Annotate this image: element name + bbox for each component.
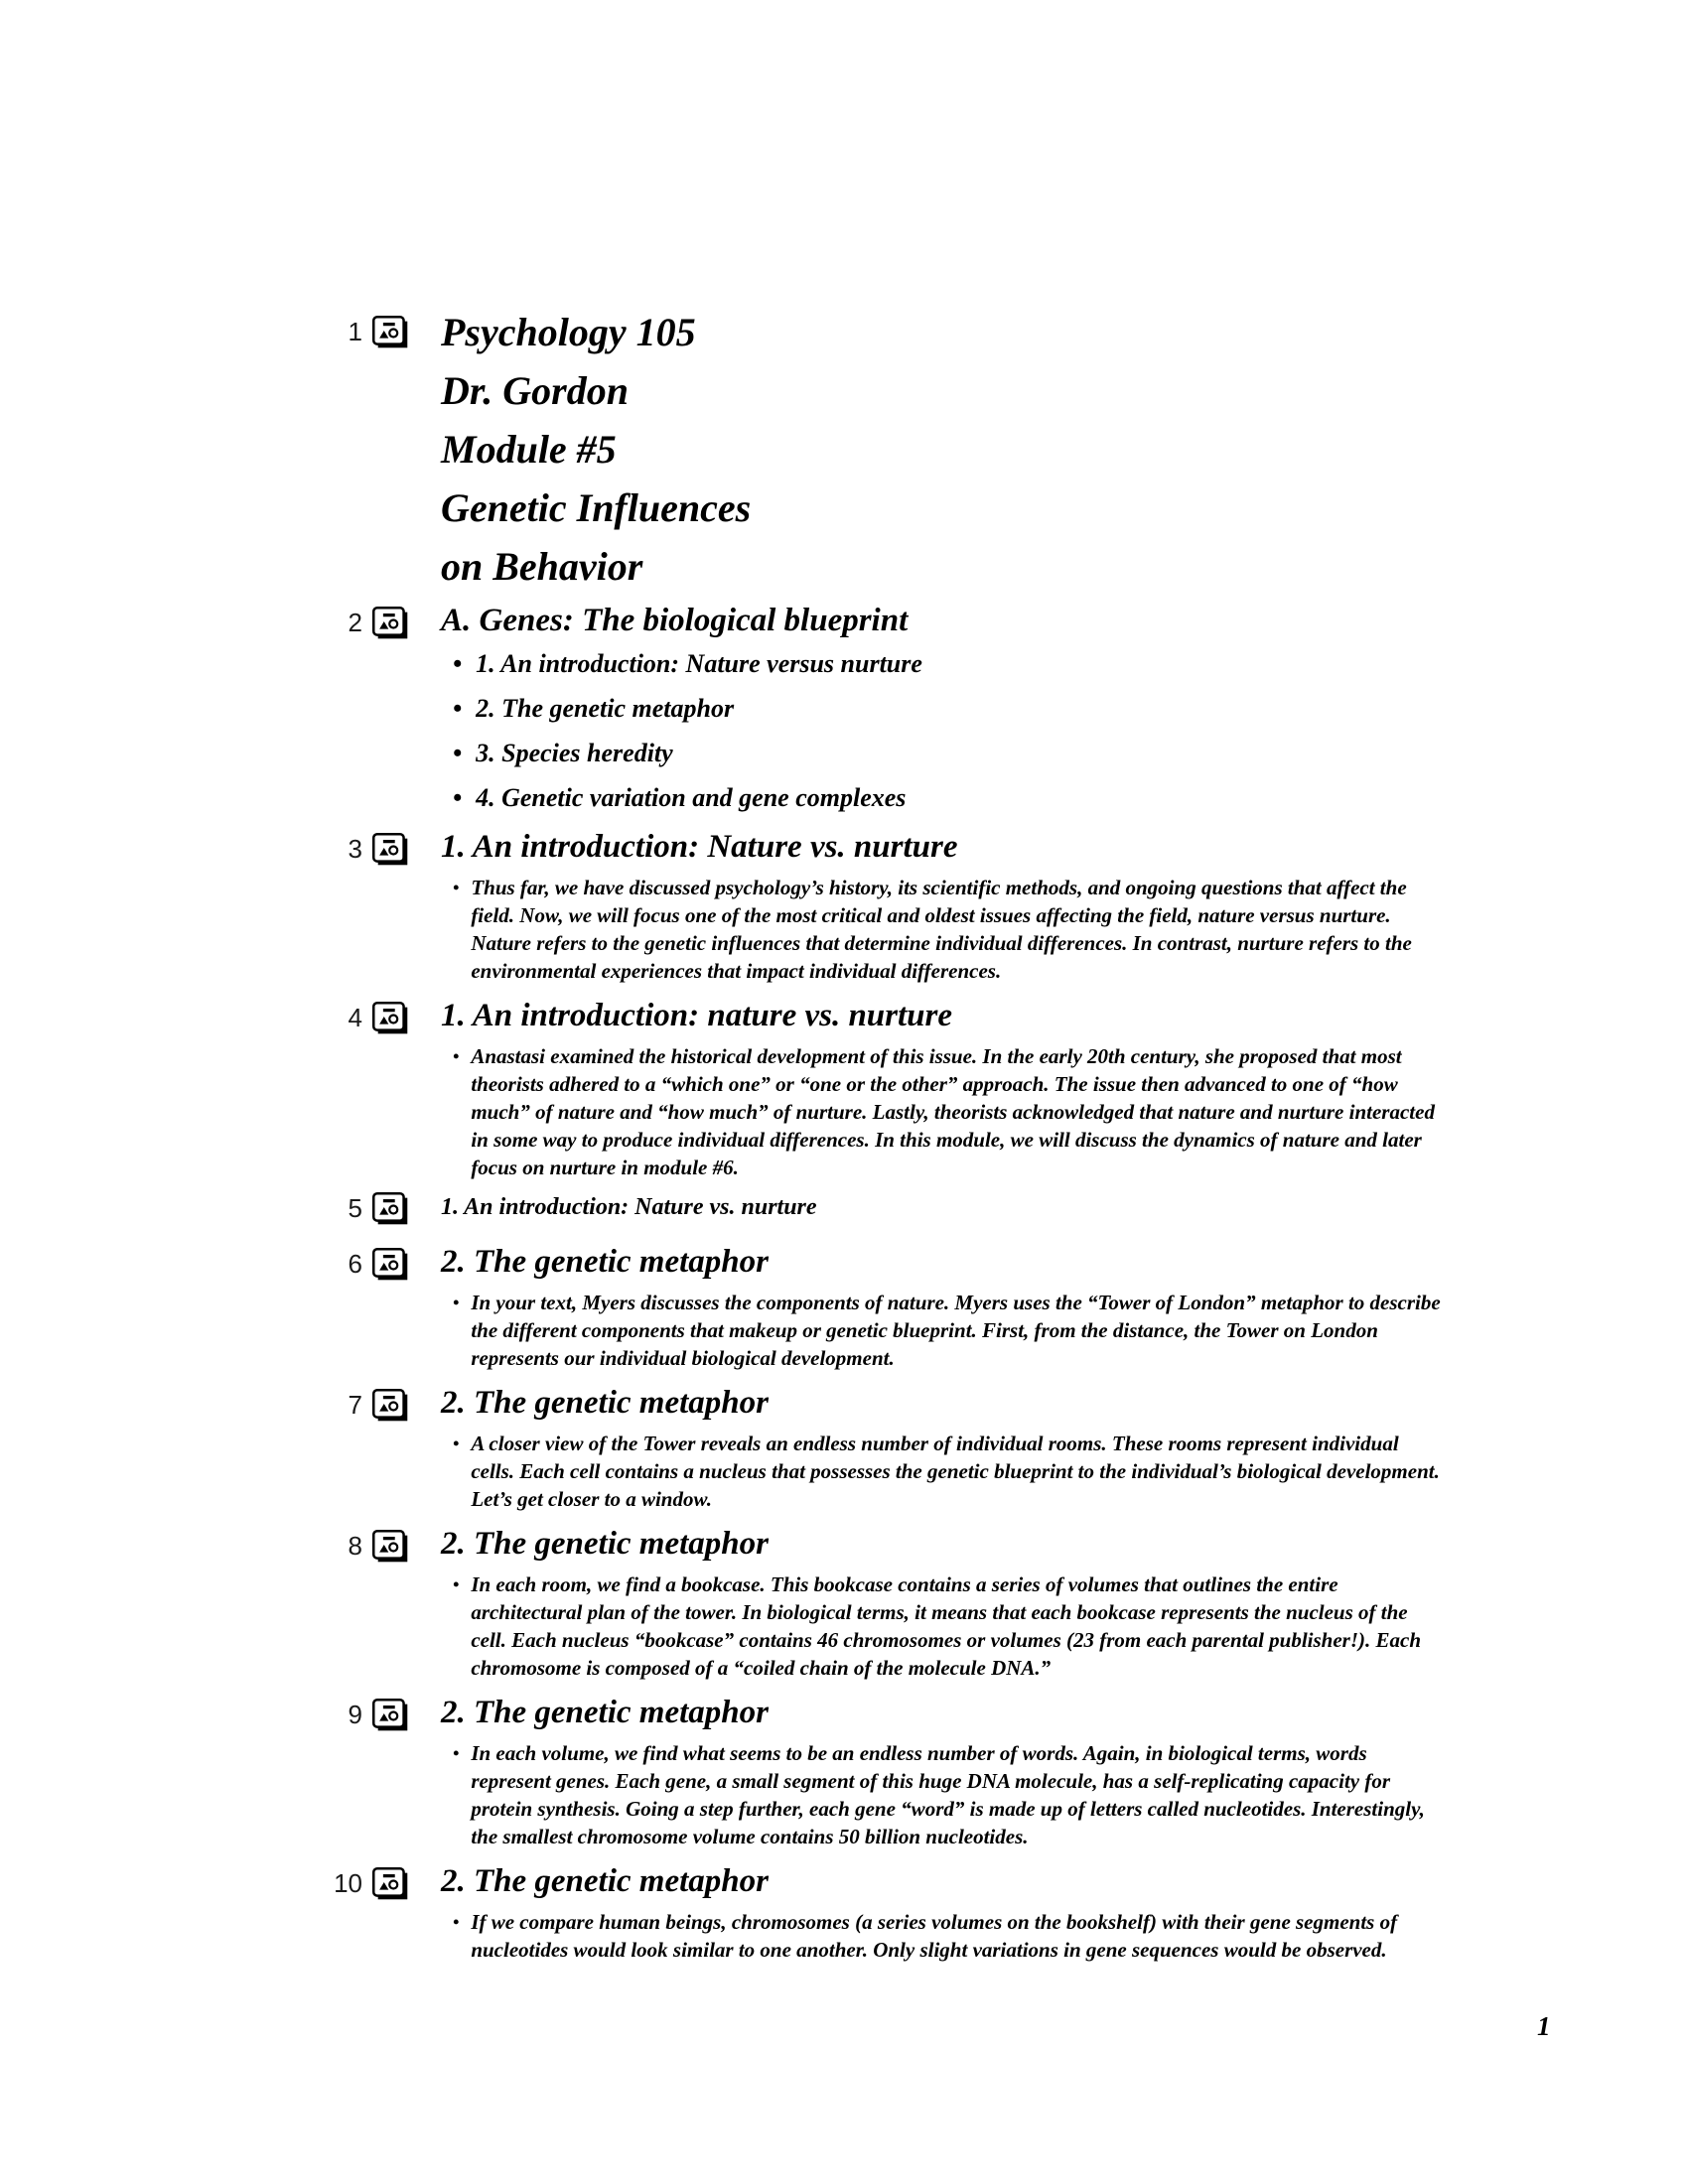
slide-number: 5 — [348, 1193, 362, 1223]
outline-slide-entry — [320, 1241, 1462, 1382]
slide-number: 2 — [348, 608, 362, 637]
slide-title-line: 1. An introduction: Nature vs. nurture — [441, 829, 958, 865]
slide-content — [441, 1860, 1462, 1974]
slide-title-line: on Behavior — [441, 544, 643, 589]
bullet-text: 1. An introduction: Nature versus nurture — [476, 649, 922, 678]
outline-slide-entry — [320, 1692, 1462, 1860]
bullet-text: Anastasi examined the historical development of this issue. In the early 20th century, she proposed that most theorists adhered to a “which one” or “one or the other” approach. The issue then advanced to one of “how much” of nature and “how much” of nurture. Lastly, theorists acknowledged that nature and nurture interacted in some way to produce individual differences. In this module, we will discuss the dynamics of nature and later focus on nurture in module #6. — [471, 1044, 1435, 1179]
bullet-marker-icon: • — [453, 739, 463, 767]
bullet-marker-icon: • — [453, 1912, 460, 1932]
outline-slide-entry — [320, 600, 1462, 826]
slide-content — [441, 826, 1462, 995]
slide-title-line: 2. The genetic metaphor — [441, 1695, 769, 1730]
slide-bullet-list — [441, 1289, 1462, 1372]
slide-content — [441, 1191, 1462, 1223]
bullet-text: 4. Genetic variation and gene complexes — [476, 783, 907, 812]
slide-bullet-list — [441, 1570, 1462, 1682]
bullet-text: Thus far, we have discussed psychology’s history, its scientific methods, and ongoing questions that affect the field. Now, we will focus one of the most critical and oldest issues affecting the field, nature versus nurture. Nature refers to the genetic influences that determine individual differences. In contrast, nurture refers to the environmental experiences that impact individual differences. — [471, 876, 1412, 983]
slide-content — [441, 995, 1462, 1191]
slide-bullet-list — [441, 1739, 1462, 1850]
slide-bullet — [453, 737, 1462, 770]
slide-bullet-list — [441, 1908, 1462, 1964]
outline-slide-entry — [320, 995, 1462, 1191]
outline-slide-entry — [320, 1382, 1462, 1523]
slide-bullet — [453, 1289, 1441, 1372]
bullet-marker-icon: • — [453, 1743, 460, 1763]
presentation-outline — [320, 303, 1462, 1974]
slide-bullet — [453, 1739, 1441, 1850]
slide-gutter — [320, 826, 411, 869]
slide-number: 7 — [348, 1390, 362, 1420]
slide-gutter — [320, 1382, 411, 1425]
slide-title-line: A. Genes: The biological blueprint — [441, 603, 909, 638]
slide-number: 4 — [348, 1003, 362, 1032]
slide-gutter — [320, 1692, 411, 1734]
bullet-text: In each room, we find a bookcase. This bookcase contains a series of volumes that outlines the entire architectural plan of the tower. In biological terms, it means that each bookcase represents the nucleus of the cell. Each nucleus “bookcase” contains 46 chromosomes or volumes (23 from each parental publisher!). Each chromosome is composed of a “coiled chain of the molecule DNA.” — [471, 1572, 1422, 1680]
slide-icon — [371, 1247, 411, 1284]
bullet-text: 2. The genetic metaphor — [476, 694, 735, 723]
slide-gutter — [320, 995, 411, 1037]
slide-bullet-list — [441, 1042, 1462, 1181]
bullet-marker-icon: • — [453, 1293, 460, 1312]
slide-content — [441, 303, 1462, 596]
bullet-text: In each volume, we find what seems to be an endless number of words. Again, in biological terms, words represent genes. Each gene, a small segment of this huge DNA molecule, has a self-replicating capacity for protein synthesis. Going a step further, each gene “word” is made up of letters called nucleotides. Interestingly, the smallest chromosome volume contains 50 billion nucleotides. — [471, 1741, 1425, 1848]
slide-content — [441, 1382, 1462, 1523]
slide-bullet — [453, 1042, 1441, 1181]
outline-slide-entry — [320, 1191, 1462, 1228]
outline-slide-entry — [320, 1523, 1462, 1692]
slide-title-line: Psychology 105 — [441, 310, 696, 354]
slide-gutter — [320, 1523, 411, 1566]
slide-bullet — [453, 781, 1462, 815]
slide-number: 9 — [348, 1700, 362, 1729]
slide-number: 6 — [348, 1249, 362, 1279]
slide-title-line: Genetic Influences — [441, 485, 752, 530]
slide-content — [441, 1523, 1462, 1692]
slide-icon — [371, 832, 411, 869]
slide-number: 1 — [348, 317, 362, 346]
slide-content — [441, 1692, 1462, 1860]
slide-gutter — [320, 1191, 411, 1228]
slide-bullet — [453, 1908, 1441, 1964]
slide-bullet-list — [441, 874, 1462, 985]
slide-content — [441, 600, 1462, 826]
slide-icon — [371, 606, 411, 642]
slide-bullet-list — [441, 647, 1462, 815]
slide-bullet — [453, 647, 1462, 681]
slide-icon — [371, 1388, 411, 1425]
slide-icon — [371, 1191, 411, 1228]
slide-title-line: Module #5 — [441, 427, 617, 472]
slide-number: 10 — [334, 1868, 362, 1898]
slide-bullet — [453, 692, 1462, 726]
slide-title-line: 2. The genetic metaphor — [441, 1244, 769, 1280]
bullet-marker-icon: • — [453, 1433, 460, 1453]
outline-slide-entry — [320, 1860, 1462, 1974]
slide-icon — [371, 1698, 411, 1734]
slide-title-line: Dr. Gordon — [441, 368, 629, 413]
page-number: 1 — [1537, 2011, 1551, 2041]
slide-gutter — [320, 303, 411, 351]
slide-title-line: 1. An introduction: Nature vs. nurture — [441, 1194, 817, 1220]
slide-title-line: 2. The genetic metaphor — [441, 1863, 769, 1899]
slide-bullet — [453, 1430, 1441, 1513]
bullet-marker-icon: • — [453, 1574, 460, 1594]
slide-gutter — [320, 1241, 411, 1284]
bullet-text: If we compare human beings, chromosomes (a series volumes on the bookshelf) with their gene segments of nucleotides would look similar to one another. Only slight variations in gene sequences would be observed. — [471, 1910, 1398, 1962]
bullet-marker-icon: • — [453, 649, 463, 678]
slide-icon — [371, 315, 411, 351]
slide-gutter — [320, 1860, 411, 1903]
outline-slide-entry — [320, 303, 1462, 596]
slide-gutter — [320, 600, 411, 642]
slide-number: 3 — [348, 834, 362, 864]
outline-slide-entry — [320, 826, 1462, 995]
bullet-text: A closer view of the Tower reveals an endless number of individual rooms. These rooms represent individual cells. Each cell contains a nucleus that possesses the genetic blueprint to the individual’s biological development. Let’s get closer to a window. — [471, 1432, 1440, 1511]
bullet-marker-icon: • — [453, 694, 463, 723]
bullet-marker-icon: • — [453, 1046, 460, 1066]
slide-bullet — [453, 1570, 1441, 1682]
slide-icon — [371, 1866, 411, 1903]
slide-title-line: 1. An introduction: nature vs. nurture — [441, 998, 953, 1033]
bullet-marker-icon: • — [453, 783, 463, 812]
slide-icon — [371, 1529, 411, 1566]
bullet-text: In your text, Myers discusses the components of nature. Myers uses the “Tower of London” metaphor to describe the different components that makeup or genetic blueprint. First, from the distance, the Tower on London represents our individual biological development. — [471, 1291, 1441, 1370]
bullet-text: 3. Species heredity — [476, 739, 673, 767]
slide-bullet-list — [441, 1430, 1462, 1513]
slide-icon — [371, 1001, 411, 1037]
slide-title-line: 2. The genetic metaphor — [441, 1526, 769, 1562]
slide-bullet — [453, 874, 1441, 985]
bullet-marker-icon: • — [453, 878, 460, 897]
slide-number: 8 — [348, 1531, 362, 1561]
slide-content — [441, 1241, 1462, 1382]
slide-title-line: 2. The genetic metaphor — [441, 1385, 769, 1421]
